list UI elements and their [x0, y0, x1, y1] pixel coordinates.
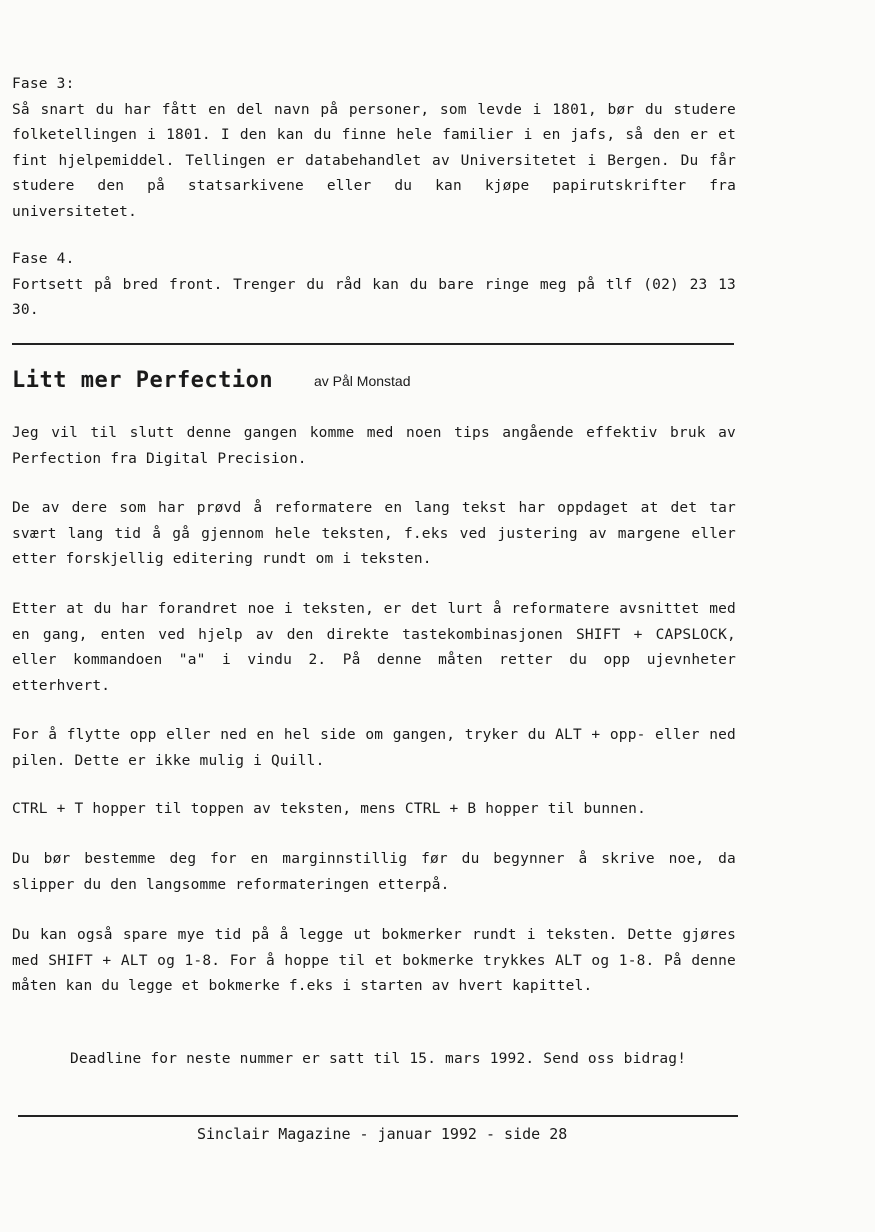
footer-divider: [18, 1115, 738, 1117]
fase3-line: Så snart du har fått en del navn på personer, som levde i 1801, bør du studere: [12, 101, 736, 118]
article-title: Litt mer Perfection: [12, 368, 274, 393]
paragraph-line: med SHIFT + ALT og 1-8. For å hoppe til et bokmerke trykkes ALT og 1-8. På denne: [12, 952, 736, 969]
paragraph-line: slipper du den langsomme reformateringen etterpå.: [12, 876, 450, 893]
page-footer: Sinclair Magazine - januar 1992 - side 28: [197, 1125, 568, 1143]
paragraph: [12, 723, 736, 774]
paragraph-line: De av dere som har prøvd å reformatere en lang tekst har oppdaget at det tar: [12, 500, 736, 516]
fase4-section: [12, 247, 736, 324]
fase3-line: studere den på statsarkivene eller du kan kjøpe papirutskrifter fra: [12, 178, 736, 194]
paragraph-line: Perfection fra Digital Precision.: [12, 450, 307, 467]
paragraph: [12, 847, 736, 898]
fase3-section: [12, 72, 736, 225]
fase4-heading: Fase 4.: [12, 251, 75, 267]
article-byline: av Pål Monstad: [314, 373, 411, 389]
paragraph: [12, 797, 736, 823]
paragraph-line: eller kommandoen "a" i vindu 2. På denne måten retter du opp ujevnheter: [12, 652, 736, 668]
fase3-line: universitetet.: [12, 203, 138, 220]
paragraph-line: Etter at du har forandret noe i teksten, er det lurt å reformatere avsnittet med: [12, 601, 736, 617]
paragraph: [12, 421, 736, 472]
paragraph-line: svært lang tid å gå gjennom hele teksten, f.eks ved justering av margene eller: [12, 525, 736, 542]
fase3-line: fint hjelpemiddel. Tellingen er databehandlet av Universitetet i Bergen. Du får: [12, 152, 736, 169]
paragraph-line: For å flytte opp eller ned en hel side om gangen, tryker du ALT + opp- eller ned: [12, 727, 736, 743]
paragraph-line: en gang, enten ved hjelp av den direkte tastekombinasjonen SHIFT + CAPSLOCK,: [12, 626, 736, 643]
section-divider: [12, 343, 734, 345]
fase4-line: Fortsett på bred front. Trenger du råd kan du bare ringe meg på tlf (02) 23 13: [12, 276, 736, 293]
paragraph: [12, 597, 736, 699]
paragraph-line: Jeg vil til slutt denne gangen komme med noen tips angående effektiv bruk av: [12, 425, 736, 441]
paragraph: [12, 923, 736, 1000]
paragraph-line: etter forskjellig editering rundt om i teksten.: [12, 551, 432, 567]
paragraph-line: etterhvert.: [12, 677, 111, 694]
paragraph-line: pilen. Dette er ikke mulig i Quill.: [12, 752, 325, 769]
paragraph-line: CTRL + T hopper til toppen av teksten, mens CTRL + B hopper til bunnen.: [12, 801, 647, 817]
fase4-line: 30.: [12, 302, 39, 318]
paragraph: [12, 496, 736, 573]
deadline-notice: Deadline for neste nummer er satt til 15. mars 1992. Send oss bidrag!: [70, 1051, 687, 1067]
fase3-line: folketellingen i 1801. I den kan du finne hele familier i en jafs, så den er et: [12, 127, 736, 143]
paragraph-line: måten kan du legge et bokmerke f.eks i starten av hvert kapittel.: [12, 978, 593, 994]
fase3-heading: Fase 3:: [12, 76, 75, 92]
paragraph-line: Du bør bestemme deg for en marginnstillig før du begynner å skrive noe, da: [12, 851, 736, 867]
paragraph-line: Du kan også spare mye tid på å legge ut bokmerker rundt i teksten. Dette gjøres: [12, 927, 736, 943]
